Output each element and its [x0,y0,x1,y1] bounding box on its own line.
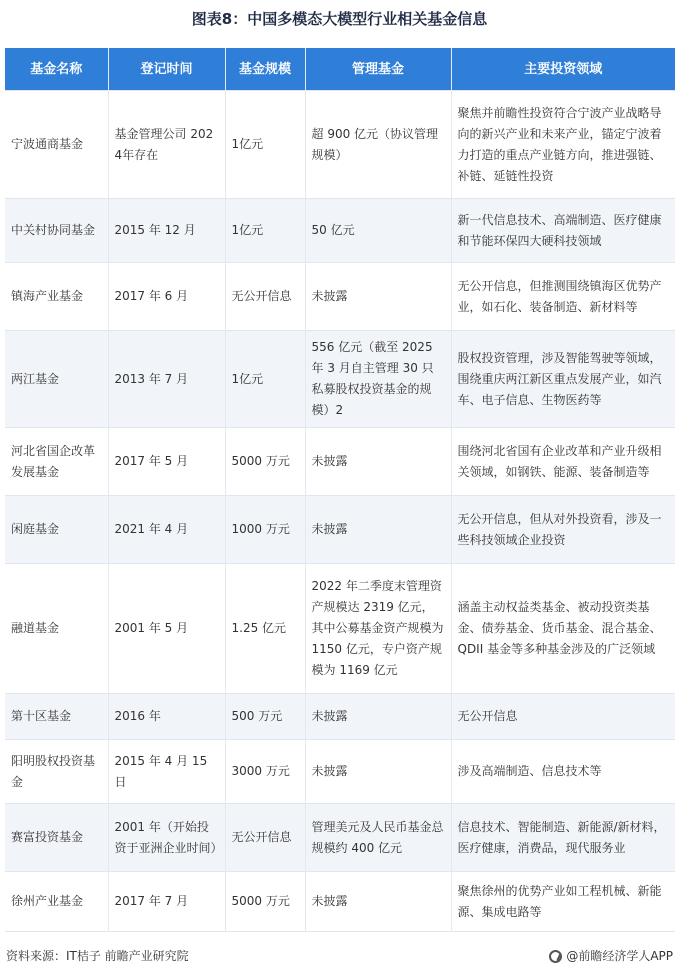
cell-fund-size: 5000 万元 [225,872,305,932]
cell-fund-size: 1亿元 [225,91,305,199]
cell-registration-time: 2017 年 7 月 [108,872,225,932]
cell-fund-size: 1000 万元 [225,496,305,564]
cell-fund-name: 第十区基金 [5,694,108,740]
cell-fund-name: 中关村协同基金 [5,199,108,263]
cell-investment-fields: 无公开信息，但推测围绕镇海区优势产业，如石化、装备制造、新材料等 [451,263,675,331]
footer [6,944,673,968]
cell-fund-name: 融道基金 [5,564,108,694]
cell-registration-time: 2016 年 [108,694,225,740]
cell-managed-funds: 超 900 亿元（协议管理规模） [305,91,451,199]
cell-registration-time: 2015 年 12 月 [108,199,225,263]
cell-registration-time: 2015 年 4 月 15 日 [108,740,225,804]
cell-managed-funds: 未披露 [305,872,451,932]
table-row [5,496,675,564]
cell-fund-name: 镇海产业基金 [5,263,108,331]
fund-table [5,48,675,932]
cell-managed-funds: 未披露 [305,496,451,564]
cell-investment-fields: 信息技术、智能制造、新能源/新材料，医疗健康，消费品，现代服务业 [451,804,675,872]
cell-managed-funds: 未披露 [305,428,451,496]
table-row [5,331,675,428]
qianzhan-logo-icon [549,950,562,963]
cell-fund-name: 徐州产业基金 [5,872,108,932]
cell-fund-name: 宁波通商基金 [5,91,108,199]
table-body [5,91,675,932]
figure-title: 图表8：中国多模态大模型行业相关基金信息 [191,10,488,28]
cell-investment-fields: 股权投资管理，涉及智能驾驶等领域，围绕重庆两江新区重点发展产业，如汽车、电子信息、生物医药等 [451,331,675,428]
cell-registration-time: 2001 年 5 月 [108,564,225,694]
cell-investment-fields: 无公开信息，但从对外投资看，涉及一些科技领域企业投资 [451,496,675,564]
cell-managed-funds: 2022 年二季度末管理资产规模达 2319 亿元，其中公募基金资产规模为 1150 亿元，专户资产规模为 1169 亿元 [305,564,451,694]
cell-managed-funds: 556 亿元（截至 2025 年 3 月自主管理 30 只私募股权投资基金的规模）2 [305,331,451,428]
table-row [5,694,675,740]
cell-investment-fields: 涵盖主动权益类基金、被动投资类基金、债券基金、货币基金、混合基金、QDII 基金等多种基金涉及的广泛领域 [451,564,675,694]
cell-registration-time: 2017 年 6 月 [108,263,225,331]
cell-investment-fields: 聚焦并前瞻性投资符合宁波产业战略导向的新兴产业和未来产业，锚定宁波着力打造的重点产业链方向，推进强链、补链、延链性投资 [451,91,675,199]
cell-investment-fields: 涉及高端制造、信息技术等 [451,740,675,804]
cell-fund-size: 无公开信息 [225,263,305,331]
cell-fund-name: 赛富投资基金 [5,804,108,872]
cell-registration-time: 基金管理公司 2024年存在 [108,91,225,199]
cell-managed-funds: 未披露 [305,263,451,331]
table-row [5,564,675,694]
cell-fund-size: 5000 万元 [225,428,305,496]
header-investment-fields: 主要投资领域 [451,48,675,91]
cell-fund-name: 闲庭基金 [5,496,108,564]
cell-registration-time: 2001 年（开始投资于亚洲企业时间） [108,804,225,872]
source-note: 资料来源：IT桔子 前瞻产业研究院 [6,949,189,963]
table-row [5,872,675,932]
brand-credit [549,944,673,968]
cell-investment-fields: 无公开信息 [451,694,675,740]
table-row [5,804,675,872]
header-fund-size: 基金规模 [225,48,305,91]
cell-managed-funds: 管理美元及人民币基金总规模约 400 亿元 [305,804,451,872]
cell-registration-time: 2017 年 5 月 [108,428,225,496]
cell-investment-fields: 围绕河北省国有企业改革和产业升级相关领域，如钢铁、能源、装备制造等 [451,428,675,496]
table-row [5,428,675,496]
table-header-row [5,48,675,91]
cell-fund-size: 1.25 亿元 [225,564,305,694]
cell-investment-fields: 新一代信息技术、高端制造、医疗健康和节能环保四大硬科技领域 [451,199,675,263]
cell-fund-size: 3000 万元 [225,740,305,804]
table-row [5,91,675,199]
cell-fund-size: 无公开信息 [225,804,305,872]
header-managed-funds: 管理基金 [305,48,451,91]
cell-fund-size: 500 万元 [225,694,305,740]
cell-managed-funds: 50 亿元 [305,199,451,263]
header-registration-time: 登记时间 [108,48,225,91]
cell-registration-time: 2013 年 7 月 [108,331,225,428]
brand-text: @前瞻经济学人APP [566,949,673,963]
table-row [5,199,675,263]
cell-managed-funds: 未披露 [305,740,451,804]
cell-fund-name: 河北省国企改革发展基金 [5,428,108,496]
cell-fund-name: 两江基金 [5,331,108,428]
cell-investment-fields: 聚焦徐州的优势产业如工程机械、新能源、集成电路等 [451,872,675,932]
cell-fund-name: 阳明股权投资基金 [5,740,108,804]
cell-registration-time: 2021 年 4 月 [108,496,225,564]
cell-fund-size: 1亿元 [225,331,305,428]
cell-fund-size: 1亿元 [225,199,305,263]
header-fund-name: 基金名称 [5,48,108,91]
cell-managed-funds: 未披露 [305,694,451,740]
table-row [5,263,675,331]
table-row [5,740,675,804]
